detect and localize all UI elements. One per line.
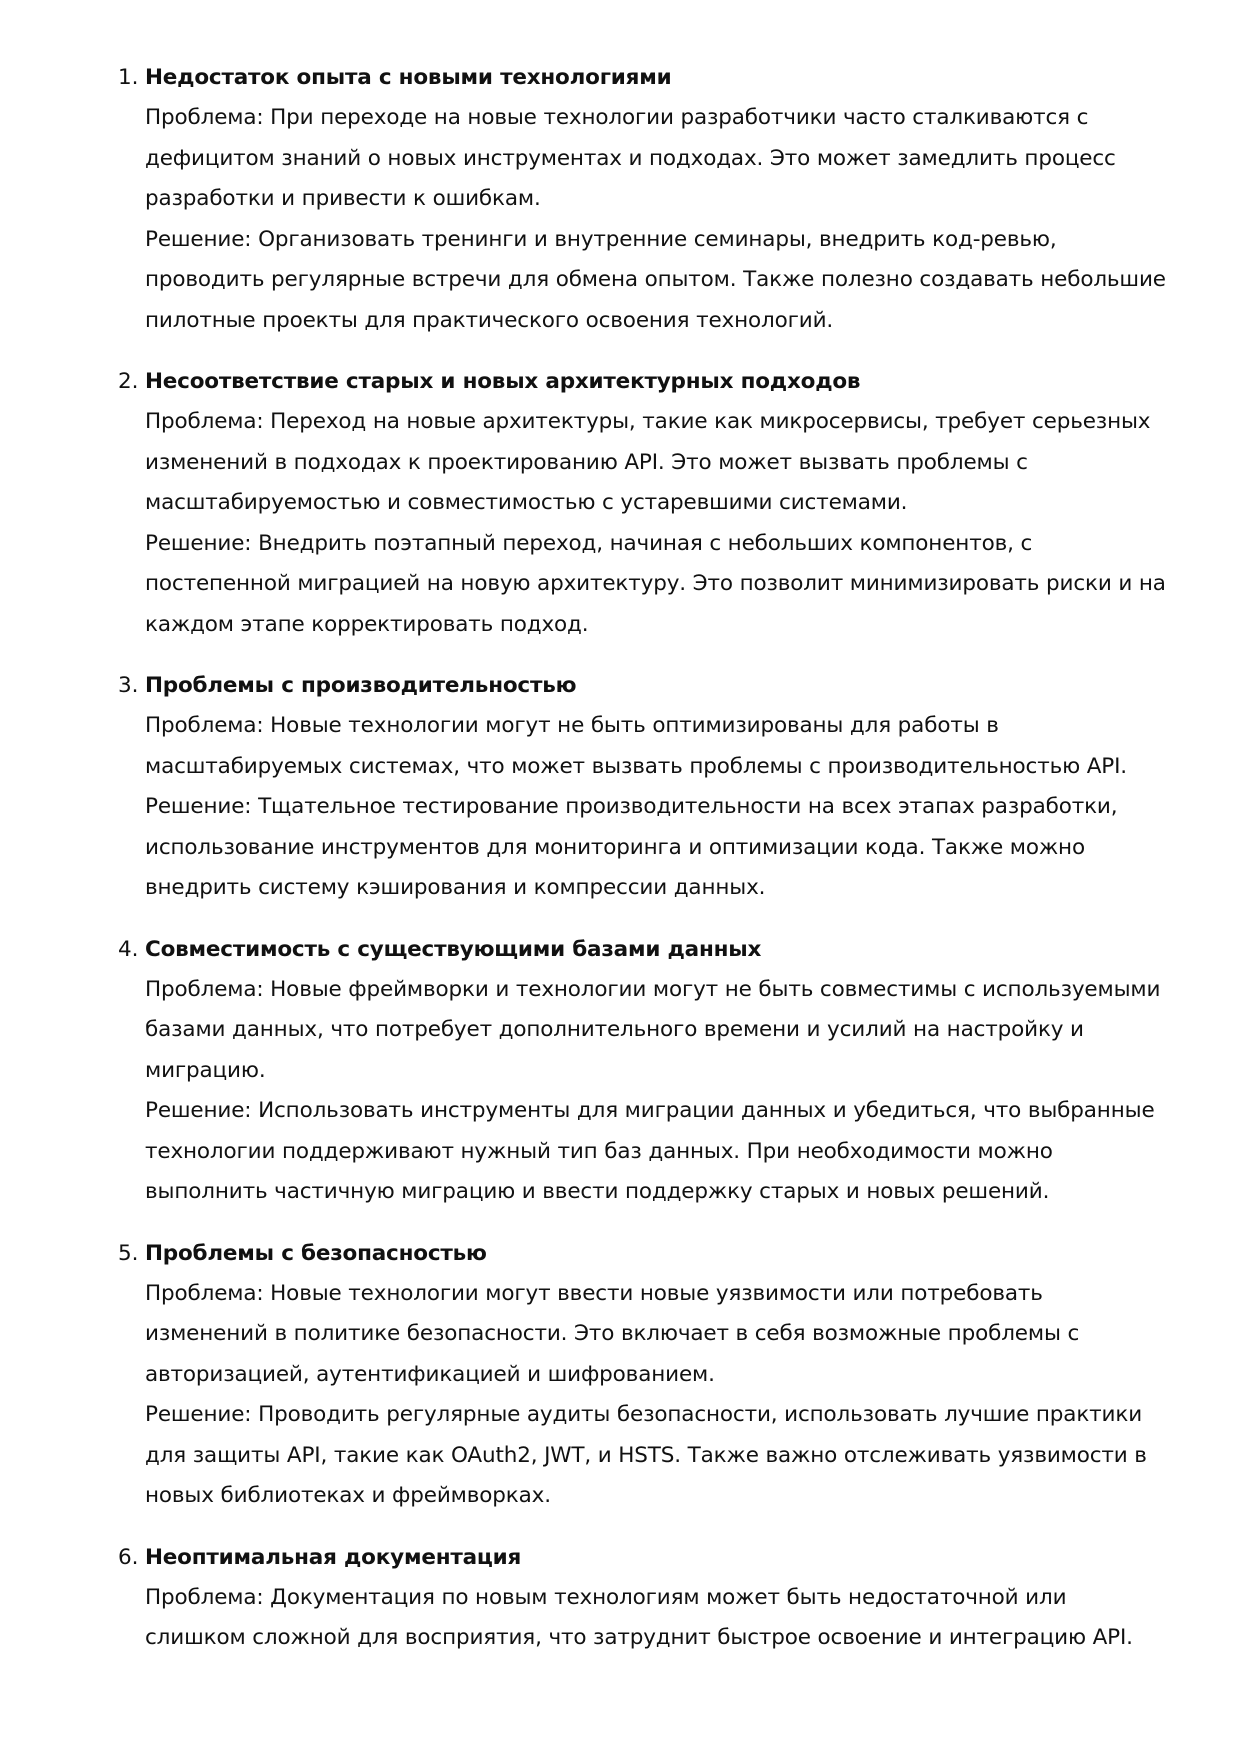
item-problem: Проблема: Новые фреймворки и технологии могут не быть совместимы с используемыми базами данных, что потребует дополнительного времени и усилий на настройку и миграцию. [145, 976, 1161, 1083]
item-number: 1. [118, 65, 139, 90]
item-problem: Проблема: Переход на новые архитектуры, такие как микросервисы, требует серьезных изменений в подходах к проектированию API. Это может вызвать проблемы с масштабируемостью и совместимостью с устаревшими системами. [145, 409, 1151, 515]
item-number: 4. [118, 936, 139, 962]
item-title: Неоптимальная документация [145, 1544, 522, 1570]
item-title: Совместимость с существующими базами данных [145, 936, 762, 962]
item-number: 3. [118, 673, 139, 698]
item-solution: Решение: Тщательное тестирование производительности на всех этапах разработки, использование инструментов для мониторинга и оптимизации кода. Также можно внедрить систему кэширования и компрессии данных. [145, 794, 1118, 900]
item-solution: Решение: Организовать тренинги и внутренние семинары, внедрить код-ревью, проводить регулярные встречи для обмена опытом. Также полезно создавать небольшие пилотные проекты для практического освоения технологий. [145, 226, 1166, 333]
item-problem: Проблема: Новые технологии могут ввести новые уязвимости или потребовать изменений в политике безопасности. Это включает в себя возможные проблемы с авторизацией, аутентификацией и шифрованием. [145, 1280, 1080, 1387]
list-item [118, 666, 1168, 909]
list-item [118, 58, 1168, 341]
item-solution: Решение: Проводить регулярные аудиты безопасности, использовать лучшие практики для защиты API, такие как OAuth2, JWT, и HSTS. Также важно отслеживать уязвимости в новых библиотеках и фреймворках. [145, 1402, 1147, 1508]
item-title: Недостаток опыта с новыми технологиями [145, 65, 672, 90]
item-problem: Проблема: Документация по новым технологиям может быть недостаточной или слишком сложной для восприятия, что затруднит быстрое освоение и интеграцию API. [145, 1584, 1133, 1650]
document-body [118, 58, 1168, 1680]
item-number: 2. [118, 369, 139, 394]
item-number: 5. [118, 1240, 139, 1266]
item-number: 6. [118, 1544, 139, 1570]
item-problem: Проблема: Новые технологии могут не быть оптимизированы для работы в масштабируемых системах, что может вызвать проблемы с производительностью API. [145, 713, 1127, 779]
item-problem: Проблема: При переходе на новые технологии разработчики часто сталкиваются с дефицитом знаний о новых инструментах и подходах. Это может замедлить процесс разработки и привести к ошибкам. [145, 105, 1116, 211]
item-solution: Решение: Внедрить поэтапный переход, начиная с небольших компонентов, с постепенной миграцией на новую архитектуру. Это позволит минимизировать риски и на каждом этапе корректировать подход. [145, 530, 1166, 637]
item-title: Несоответствие старых и новых архитектурных подходов [145, 369, 861, 394]
list-item [118, 930, 1168, 1213]
list-item [118, 362, 1168, 645]
list-item [118, 1234, 1168, 1517]
item-solution: Решение: Использовать инструменты для миграции данных и убедиться, что выбранные технологии поддерживают нужный тип баз данных. При необходимости можно выполнить частичную миграцию и ввести поддержку старых и новых решений. [145, 1098, 1155, 1204]
item-title: Проблемы с безопасностью [145, 1240, 487, 1266]
item-title: Проблемы с производительностью [145, 673, 577, 698]
list-item [118, 1538, 1168, 1659]
